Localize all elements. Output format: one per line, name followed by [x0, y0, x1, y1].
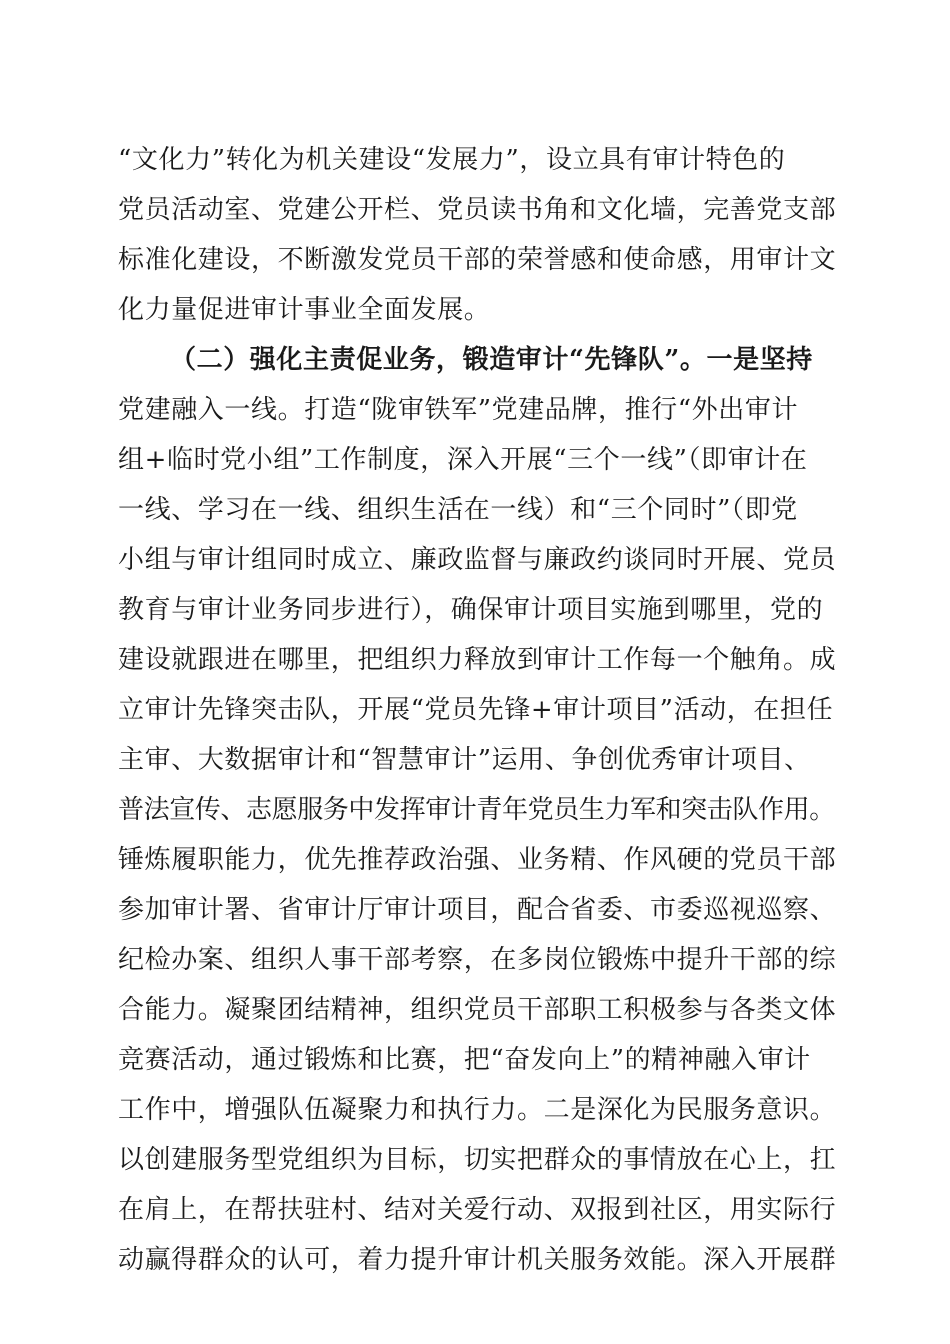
body-text-line: 小组与审计组同时成立、廉政监督与廉政约谈同时开展、党员: [118, 545, 837, 575]
body-text-line: 动赢得群众的认可，着力提升审计机关服务效能。深入开展群: [118, 1245, 837, 1275]
body-text-line: 建设就跟进在哪里，把组织力释放到审计工作每一个触角。成: [118, 645, 837, 675]
body-text-line: 党建融入一线。打造“陇审铁军”党建品牌，推行“外出审计: [118, 395, 799, 425]
body-text-line: 标准化建设，不断激发党员干部的荣誉感和使命感，用审计文: [118, 245, 837, 275]
body-text-line: 教育与审计业务同步进行），确保审计项目实施到哪里，党的: [118, 595, 824, 625]
body-text-line: 参加审计署、省审计厅审计项目，配合省委、市委巡视巡察、: [118, 895, 837, 925]
body-text-line: 锤炼履职能力，优先推荐政治强、业务精、作风硬的党员干部: [118, 845, 837, 875]
body-text-line: 在肩上，在帮扶驻村、结对关爱行动、双报到社区，用实际行: [118, 1195, 837, 1225]
body-text-line: 立审计先锋突击队，开展“党员先锋+审计项目”活动，在担任: [118, 695, 834, 725]
body-text-line: 纪检办案、组织人事干部考察，在多岗位锻炼中提升干部的综: [118, 945, 837, 975]
body-text-line: 合能力。凝聚团结精神，组织党员干部职工积极参与各类文体: [118, 995, 837, 1025]
section-heading-line: （二）强化主责促业务，锻造审计“先锋队”。一是坚持: [170, 345, 813, 375]
body-text-line: 一线、学习在一线、组织生活在一线）和“三个同时”（即党: [118, 495, 798, 525]
body-text-line: 组+临时党小组”工作制度，深入开展“三个一线”（即审计在: [118, 445, 808, 475]
body-text-line: 工作中，增强队伍凝聚力和执行力。二是深化为民服务意识。: [118, 1095, 837, 1125]
body-text-line: 化力量促进审计事业全面发展。: [118, 295, 491, 325]
body-text-line: 以创建服务型党组织为目标，切实把群众的事情放在心上，扛: [118, 1145, 837, 1175]
body-text-line: 主审、大数据审计和“智慧审计”运用、争创优秀审计项目、: [118, 745, 811, 775]
body-text-line: 竞赛活动，通过锻炼和比赛，把“奋发向上”的精神融入审计: [118, 1045, 811, 1075]
body-text-line: “文化力”转化为机关建设“发展力”，设立具有审计特色的: [118, 145, 786, 175]
body-text-line: 党员活动室、党建公开栏、党员读书角和文化墙，完善党支部: [118, 195, 837, 225]
body-text-line: 普法宣传、志愿服务中发挥审计青年党员生力军和突击队作用。: [118, 795, 835, 825]
